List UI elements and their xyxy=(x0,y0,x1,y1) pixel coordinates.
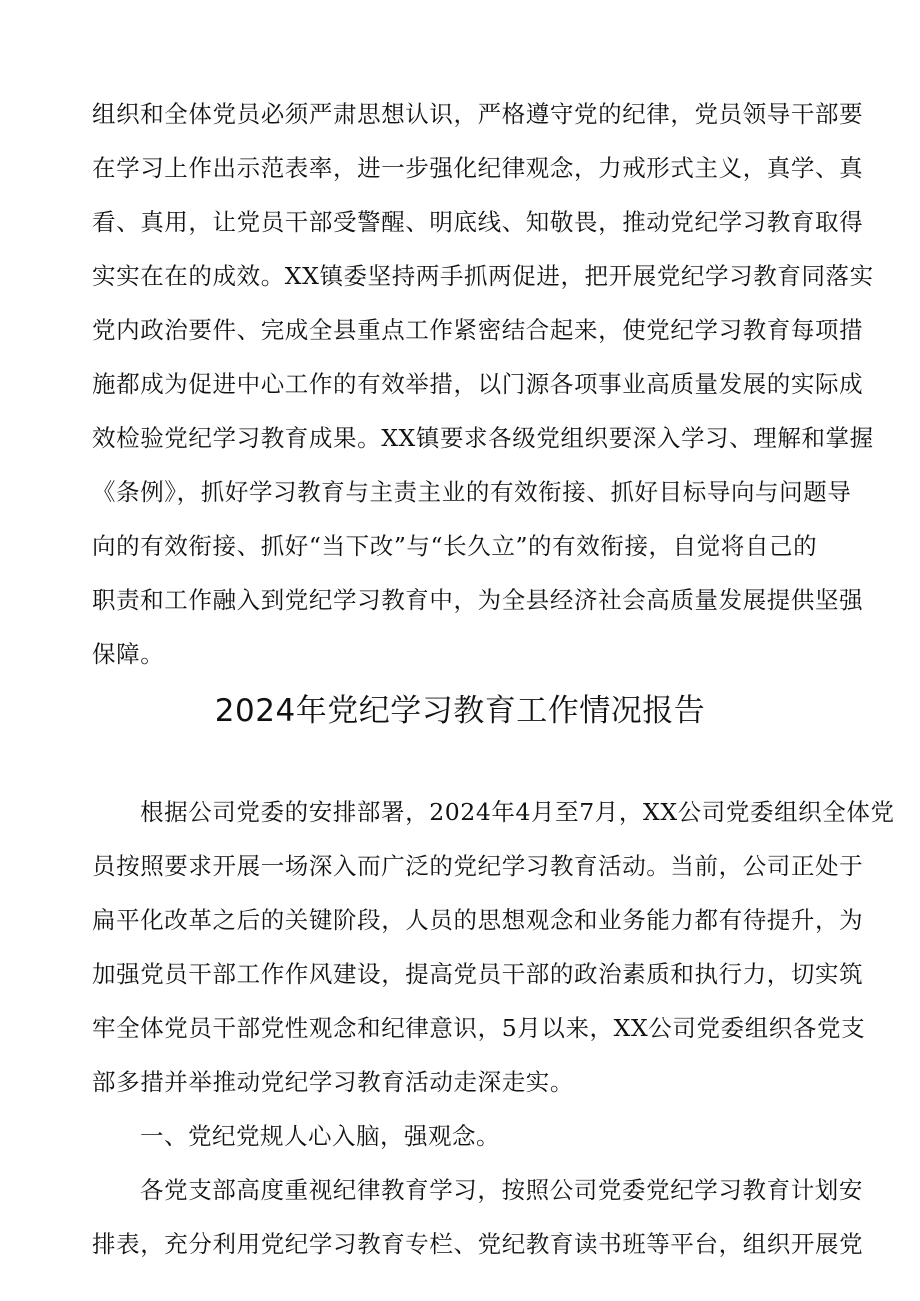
paragraph-line: 向的有效衔接、抓好“当下改”与“长久立”的有效衔接，自觉将自己的 xyxy=(92,532,818,560)
paragraph-line: 牢全体党员干部党性观念和纪律意识，5月以来，XX公司党委组织各党支 xyxy=(92,1014,866,1042)
paragraph-line: 扁平化改革之后的关键阶段，人员的思想观念和业务能力都有待提升，为 xyxy=(92,906,864,934)
report-title: 2024年党纪学习教育工作情况报告 xyxy=(214,693,706,729)
paragraph-line: 组织和全体党员必须严肃思想认识，严格遵守党的纪律，党员领导干部要 xyxy=(92,100,864,128)
paragraph-line: 保障。 xyxy=(92,640,165,668)
paragraph-line: 《条例》，抓好学习教育与主责主业的有效衔接、抓好目标导向与问题导 xyxy=(92,478,852,506)
paragraph-line: 加强党员干部工作作风建设，提高党员干部的政治素质和执行力，切实筑 xyxy=(92,960,864,988)
paragraph-line: 排表，充分利用党纪学习教育专栏、党纪教育读书班等平台，组织开展党 xyxy=(92,1230,864,1258)
paragraph-line: 实实在在的成效。XX镇委坚持两手抓两促进，把开展党纪学习教育同落实 xyxy=(92,262,874,290)
paragraph-line: 效检验党纪学习教育成果。XX镇要求各级党组织要深入学习、理解和掌握 xyxy=(92,424,874,452)
paragraph-line: 看、真用，让党员干部受警醒、明底线、知敬畏，推动党纪学习教育取得 xyxy=(92,208,864,236)
paragraph-line: 党内政治要件、完成全县重点工作紧密结合起来，使党纪学习教育每项措 xyxy=(92,316,864,344)
paragraph-line: 部多措并举推动党纪学习教育活动走深走实。 xyxy=(92,1068,574,1096)
paragraph-line: 各党支部高度重视纪律教育学习，按照公司党委党纪学习教育计划安 xyxy=(140,1176,863,1204)
paragraph-line: 员按照要求开展一场深入而广泛的党纪学习教育活动。当前，公司正处于 xyxy=(92,852,864,880)
section-heading: 一、党纪党规人心入脑，强观念。 xyxy=(140,1122,500,1150)
paragraph-line: 施都成为促进中心工作的有效举措，以门源各项事业高质量发展的实际成 xyxy=(92,370,864,398)
paragraph-line: 根据公司党委的安排部署，2024年4月至7月，XX公司党委组织全体党 xyxy=(140,798,895,826)
paragraph-line: 在学习上作出示范表率，进一步强化纪律观念，力戒形式主义，真学、真 xyxy=(92,154,864,182)
paragraph-line: 职责和工作融入到党纪学习教育中，为全县经济社会高质量发展提供坚强 xyxy=(92,586,864,614)
